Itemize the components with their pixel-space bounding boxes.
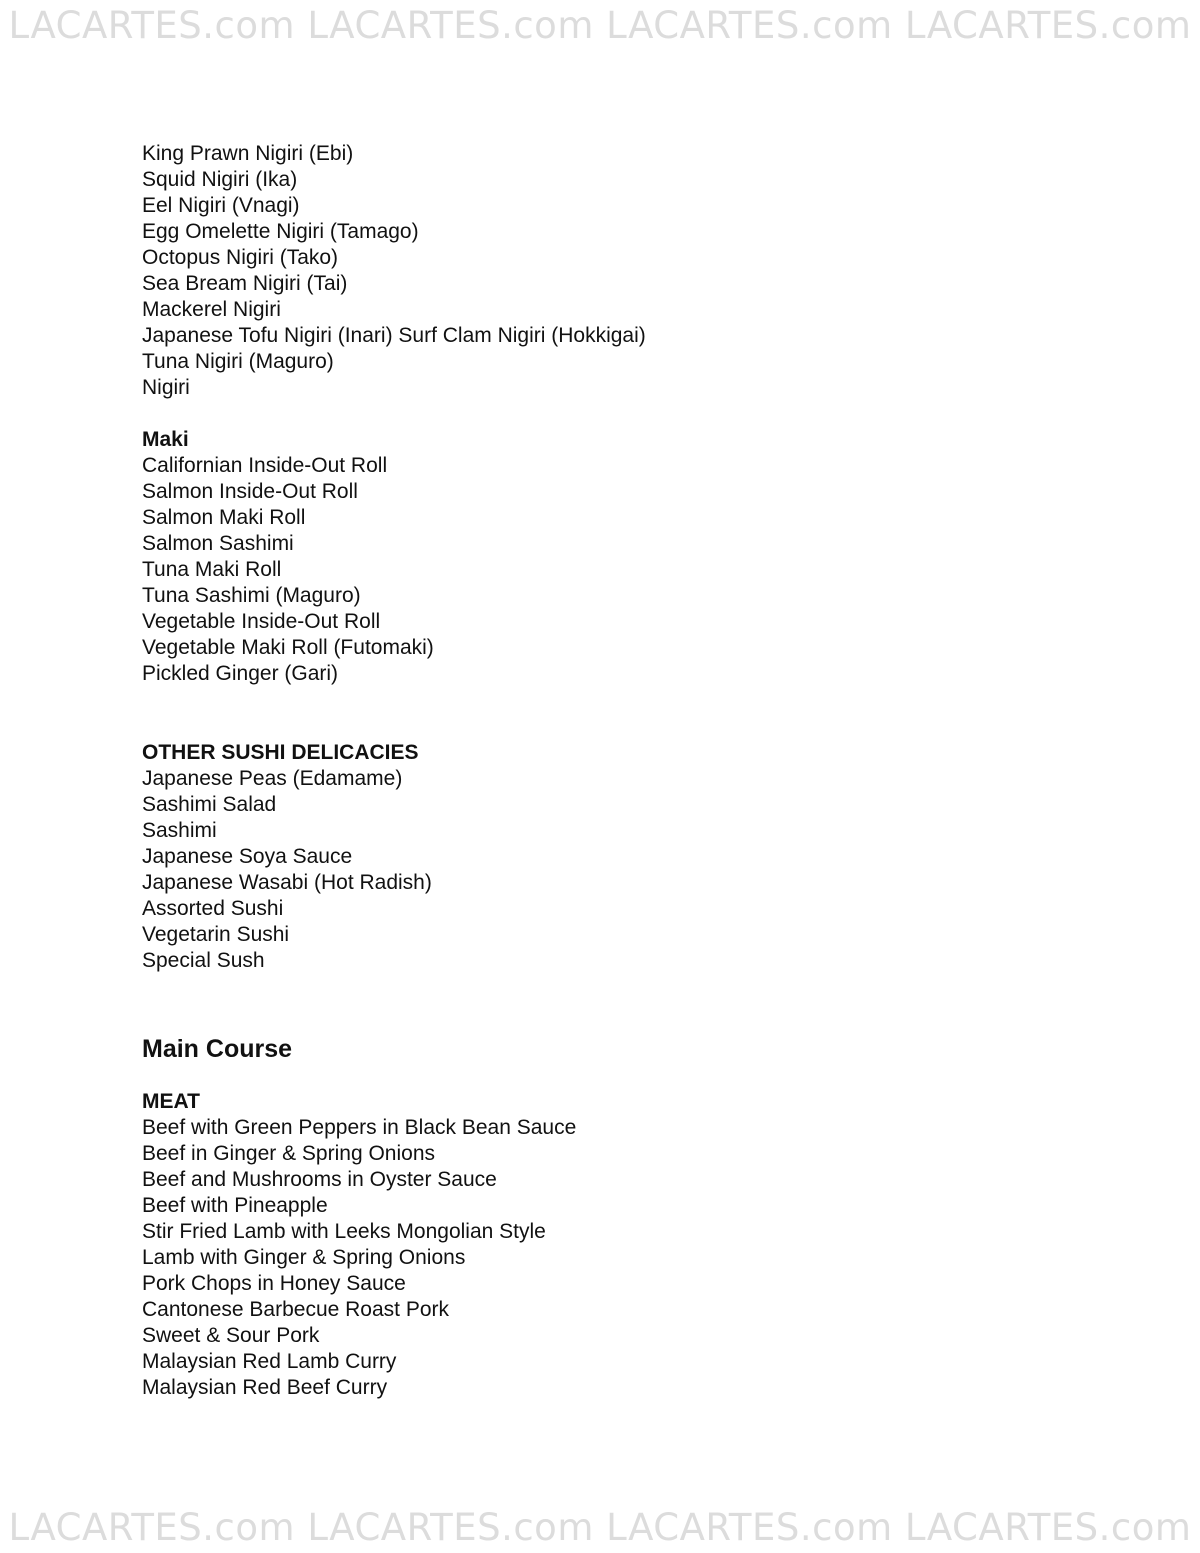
menu-item: Cantonese Barbecue Roast Pork bbox=[142, 1298, 450, 1321]
menu-item: Japanese Peas (Edamame) bbox=[142, 767, 403, 790]
main-course-heading: Main Course bbox=[142, 1035, 293, 1063]
menu-item: Egg Omelette Nigiri (Tamago) bbox=[142, 220, 419, 243]
menu-item: Sea Bream Nigiri (Tai) bbox=[142, 272, 348, 295]
menu-item: King Prawn Nigiri (Ebi) bbox=[142, 142, 354, 165]
main-course-section bbox=[142, 1034, 292, 1064]
menu-item: Beef in Ginger & Spring Onions bbox=[142, 1142, 435, 1165]
menu-item: Californian Inside-Out Roll bbox=[142, 454, 388, 477]
menu-item: Vegetable Maki Roll (Futomaki) bbox=[142, 636, 434, 659]
menu-item: Tuna Maki Roll bbox=[142, 558, 282, 581]
menu-item: Tuna Nigiri (Maguro) bbox=[142, 350, 334, 373]
menu-item: Eel Nigiri (Vnagi) bbox=[142, 194, 300, 217]
maki-section bbox=[142, 427, 434, 687]
menu-item: Pork Chops in Honey Sauce bbox=[142, 1272, 406, 1295]
menu-item: Assorted Sushi bbox=[142, 897, 284, 920]
menu-item: Squid Nigiri (Ika) bbox=[142, 168, 298, 191]
meat-section bbox=[142, 1089, 576, 1401]
menu-item: Sweet & Sour Pork bbox=[142, 1324, 320, 1347]
menu-item: Special Sush bbox=[142, 949, 265, 972]
menu-item: Japanese Soya Sauce bbox=[142, 845, 353, 868]
menu-item: Nigiri bbox=[142, 376, 190, 399]
menu-item: Octopus Nigiri (Tako) bbox=[142, 246, 339, 269]
menu-item: Vegetable Inside-Out Roll bbox=[142, 610, 381, 633]
menu-item: Sashimi bbox=[142, 819, 217, 842]
menu-item: Lamb with Ginger & Spring Onions bbox=[142, 1246, 466, 1269]
watermark-bottom: LACARTES.com LACARTES.com LACARTES.com LACARTES.com bbox=[8, 1506, 1192, 1549]
menu-item: Malaysian Red Beef Curry bbox=[142, 1376, 388, 1399]
section-heading-other-sushi: OTHER SUSHI DELICACIES bbox=[142, 741, 419, 764]
menu-item: Tuna Sashimi (Maguro) bbox=[142, 584, 361, 607]
menu-item: Salmon Sashimi bbox=[142, 532, 294, 555]
menu-item: Vegetarin Sushi bbox=[142, 923, 290, 946]
menu-item: Japanese Wasabi (Hot Radish) bbox=[142, 871, 432, 894]
other-sushi-section bbox=[142, 740, 432, 974]
menu-item: Salmon Inside-Out Roll bbox=[142, 480, 358, 503]
menu-item: Beef with Green Peppers in Black Bean Sauce bbox=[142, 1116, 577, 1139]
menu-item: Beef and Mushrooms in Oyster Sauce bbox=[142, 1168, 497, 1191]
section-heading-meat: MEAT bbox=[142, 1090, 200, 1113]
menu-item: Sashimi Salad bbox=[142, 793, 277, 816]
watermark-top: LACARTES.com LACARTES.com LACARTES.com LACARTES.com bbox=[8, 4, 1192, 47]
section-heading-maki: Maki bbox=[142, 428, 189, 451]
menu-item: Japanese Tofu Nigiri (Inari) Surf Clam Nigiri (Hokkigai) bbox=[142, 324, 646, 347]
nigiri-list bbox=[142, 141, 646, 401]
menu-item: Mackerel Nigiri bbox=[142, 298, 281, 321]
menu-item: Pickled Ginger (Gari) bbox=[142, 662, 339, 685]
menu-item: Stir Fried Lamb with Leeks Mongolian Style bbox=[142, 1220, 546, 1243]
menu-item: Salmon Maki Roll bbox=[142, 506, 306, 529]
menu-item: Malaysian Red Lamb Curry bbox=[142, 1350, 397, 1373]
menu-item: Beef with Pineapple bbox=[142, 1194, 328, 1217]
